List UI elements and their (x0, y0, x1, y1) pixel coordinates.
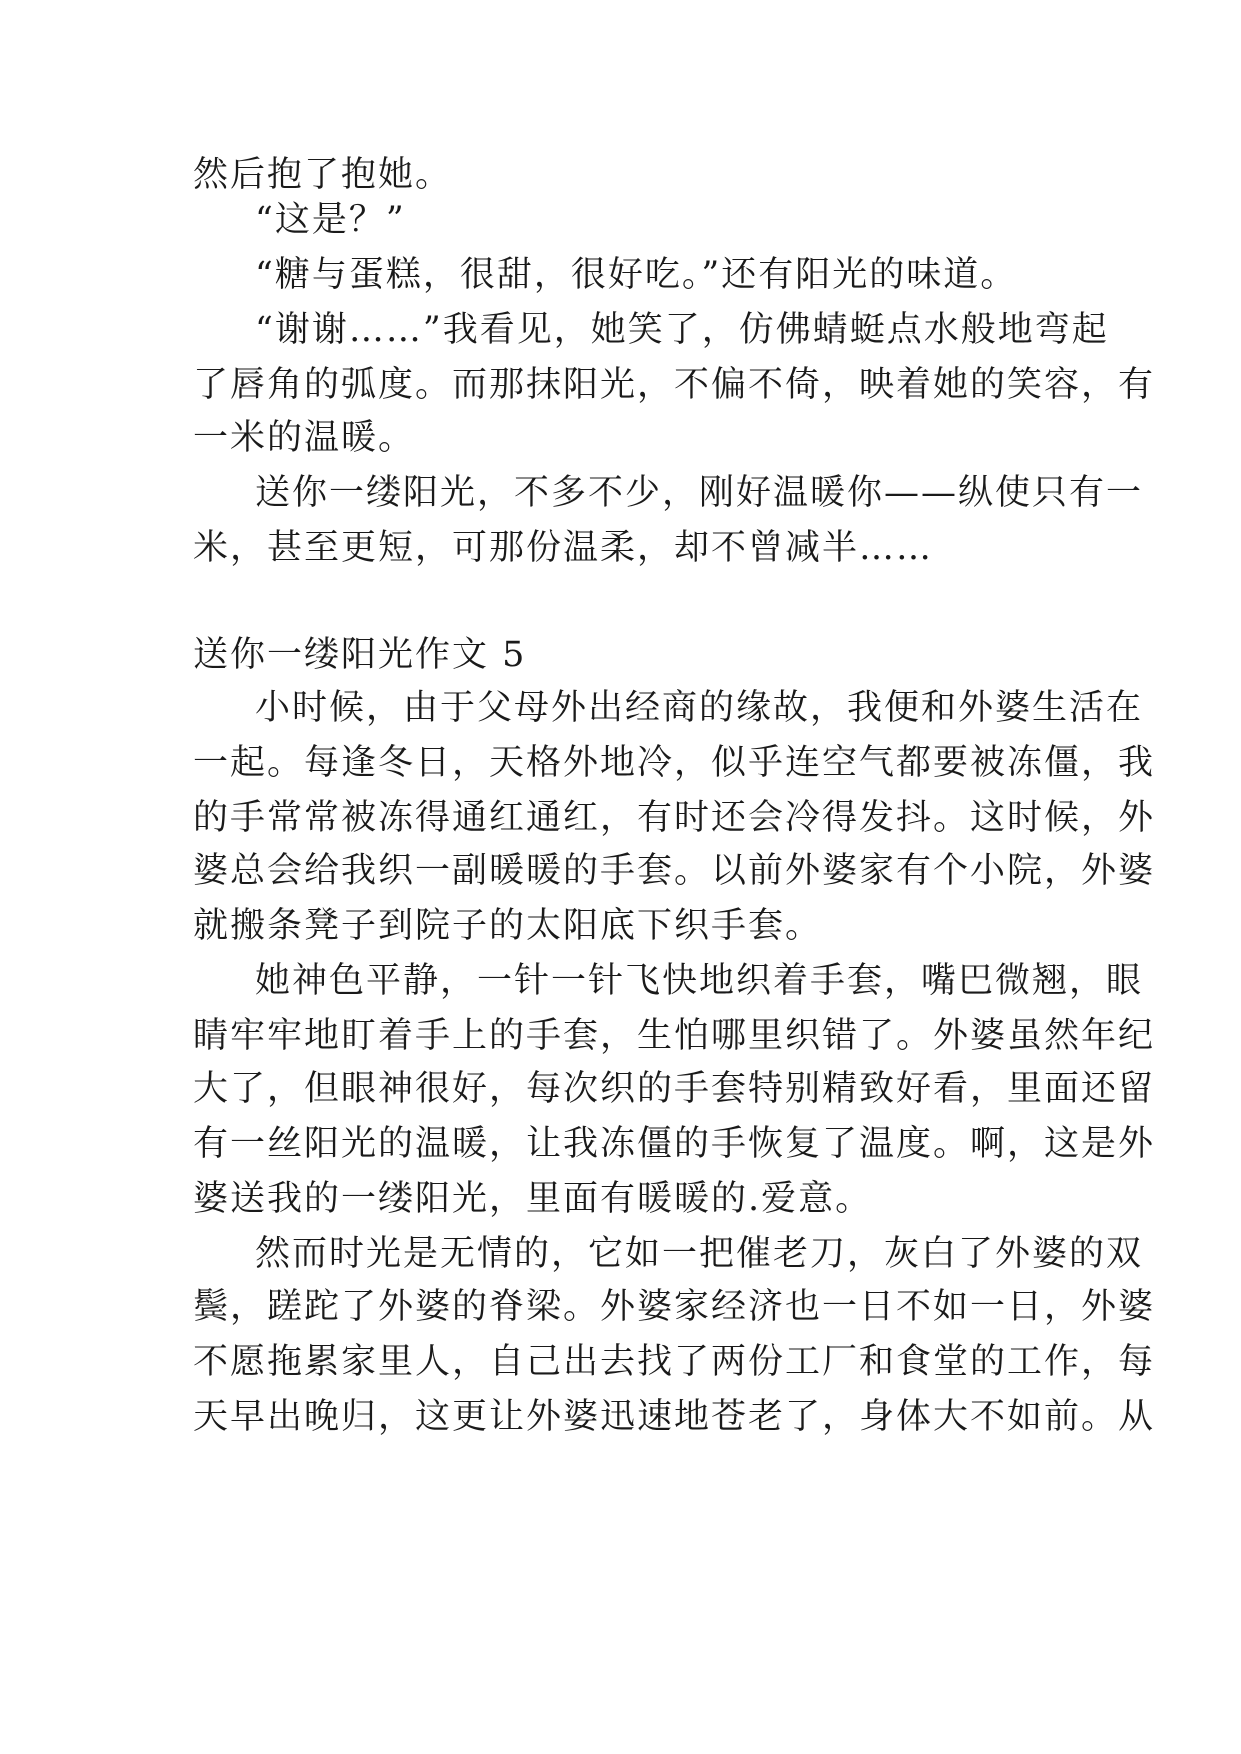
text-line: “这是？” (255, 200, 406, 240)
text-line: 小时候，由于父母外出经商的缘故，我便和外婆生活在 (255, 688, 1144, 728)
text-line: 鬓，蹉跎了外婆的脊梁。外婆家经济也一日不如一日，外婆 (193, 1287, 1156, 1327)
text-line: 然而时光是无情的，它如一把催老刀，灰白了外婆的双 (255, 1234, 1144, 1274)
text-line: 送你一缕阳光，不多不少，刚好温暖你——纵使只有一 (255, 473, 1144, 513)
text-line: 她神色平静，一针一针飞快地织着手套，嘴巴微翘，眼 (255, 961, 1144, 1001)
text-line: 米，甚至更短，可那份温柔，却不曾减半…… (193, 528, 934, 568)
text-line: 婆总会给我织一副暖暖的手套。以前外婆家有个小院，外婆 (193, 851, 1156, 891)
text-line: “糖与蛋糕，很甜，很好吃。”还有阳光的味道。 (255, 255, 1018, 295)
section-heading: 送你一缕阳光作文 5 (193, 635, 527, 675)
text-line: 婆送我的一缕阳光，里面有暖暖的.爱意。 (193, 1179, 873, 1219)
text-line: 一起。每逢冬日，天格外地冷，似乎连空气都要被冻僵，我 (193, 743, 1156, 783)
text-line: 天早出晚归，这更让外婆迅速地苍老了，身体大不如前。从 (193, 1397, 1156, 1437)
text-line: 大了，但眼神很好，每次织的手套特别精致好看，里面还留 (193, 1069, 1156, 1109)
text-line: “谢谢……”我看见，她笑了，仿佛蜻蜓点水般地弯起 (255, 310, 1109, 350)
text-line: 睛牢牢地盯着手上的手套，生怕哪里织错了。外婆虽然年纪 (193, 1016, 1156, 1056)
text-line: 的手常常被冻得通红通红，有时还会冷得发抖。这时候，外 (193, 798, 1156, 838)
text-line: 就搬条凳子到院子的太阳底下织手套。 (193, 906, 823, 946)
text-line: 有一丝阳光的温暖，让我冻僵的手恢复了温度。啊，这是外 (193, 1124, 1156, 1164)
text-line: 了唇角的弧度。而那抹阳光，不偏不倚，映着她的笑容，有 (193, 365, 1156, 405)
text-line: 一米的温暖。 (193, 418, 416, 458)
text-line: 不愿拖累家里人，自己出去找了两份工厂和食堂的工作，每 (193, 1342, 1156, 1382)
text-line: 然后抱了抱她。 (193, 155, 453, 195)
